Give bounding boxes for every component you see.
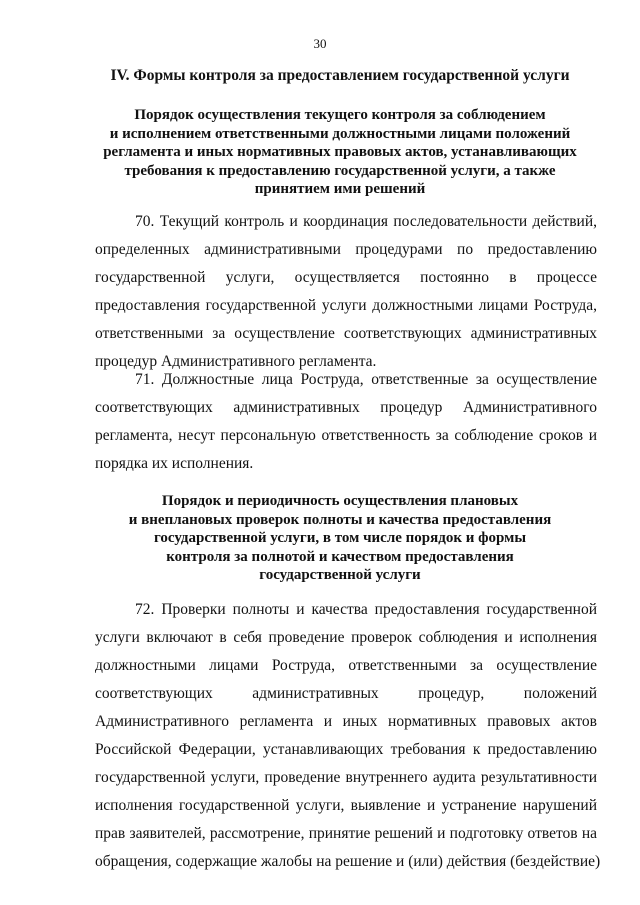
subsection-heading-line: регламента и иных нормативных правовых актов, устанавливающих — [103, 144, 577, 160]
subsection-heading-line: Порядок и периодичность осуществления плановых — [161, 493, 519, 509]
paragraph-72 — [95, 596, 601, 876]
page-number: 30 — [313, 36, 327, 51]
paragraph-line: 72. Проверки полноты и качества предоставления государственной — [135, 601, 597, 618]
paragraph-line: услуги включают в себя проведение проверок соблюдения и исполнения — [95, 629, 597, 646]
paragraph-line: 71. Должностные лица Роструда, ответственные за осуществление — [135, 371, 597, 388]
paragraph-line: исполнения государственной услуги, выявление и устранение нарушений — [95, 797, 597, 814]
paragraph-line: предоставления государственной услуги должностными лицами Роструда, — [95, 297, 597, 314]
subsection-heading-line: контроля за полнотой и качеством предоставления — [166, 548, 514, 565]
section-title: IV. Формы контроля за предоставлением государственной услуги — [110, 67, 570, 84]
paragraph-70 — [95, 208, 597, 376]
paragraph-line: 70. Текущий контроль и координация последовательности действий, — [135, 213, 597, 230]
subsection-heading-line: Порядок осуществления текущего контроля за соблюдением — [134, 107, 546, 123]
subsection-heading-line: государственной услуги — [259, 567, 421, 583]
subsection-heading-line: государственной услуги, в том числе порядок и формы — [153, 530, 527, 546]
paragraph-line: обращения, содержащие жалобы на решение и (или) действия (бездействие) — [95, 853, 601, 870]
paragraph-line: государственной услуги, осуществляется постоянно в процессе — [95, 269, 597, 286]
paragraph-line: ответственными за осуществление соответствующих административных — [95, 325, 597, 342]
subsection-heading-current-control — [90, 106, 590, 199]
paragraph-71 — [95, 366, 597, 478]
paragraph-line: регламента, несут персональную ответственность за соблюдение сроков и — [95, 427, 597, 444]
paragraph-line: государственной услуги, проведение внутреннего аудита результативности — [95, 769, 597, 786]
subsection-heading-line: принятием ими решений — [254, 181, 426, 197]
subsection-heading-line: и внеплановых проверок полноты и качества предоставления — [128, 511, 552, 528]
paragraph-line: порядка их исполнения. — [95, 455, 254, 472]
subsection-heading-inspections — [90, 492, 590, 585]
subsection-heading-line: и исполнением ответственными должностными лицами положений — [109, 125, 571, 142]
paragraph-line: должностными лицами Роструда, ответственными за осуществление — [95, 657, 597, 674]
paragraph-line: соответствующих административных процедур, положений — [95, 685, 597, 702]
subsection-heading-line: требования к предоставлению государственной услуги, а также — [124, 162, 556, 179]
paragraph-line: соответствующих административных процедур Административного — [95, 399, 597, 416]
paragraph-line: процедур Административного регламента. — [95, 353, 377, 370]
paragraph-line: определенных административными процедурами по предоставлению — [95, 241, 597, 258]
paragraph-line: прав заявителей, рассмотрение, принятие решений и подготовку ответов на — [95, 825, 597, 842]
paragraph-line: Административного регламента и иных нормативных правовых актов — [95, 713, 597, 730]
paragraph-line: Российской Федерации, устанавливающих требования к предоставлению — [95, 741, 597, 758]
